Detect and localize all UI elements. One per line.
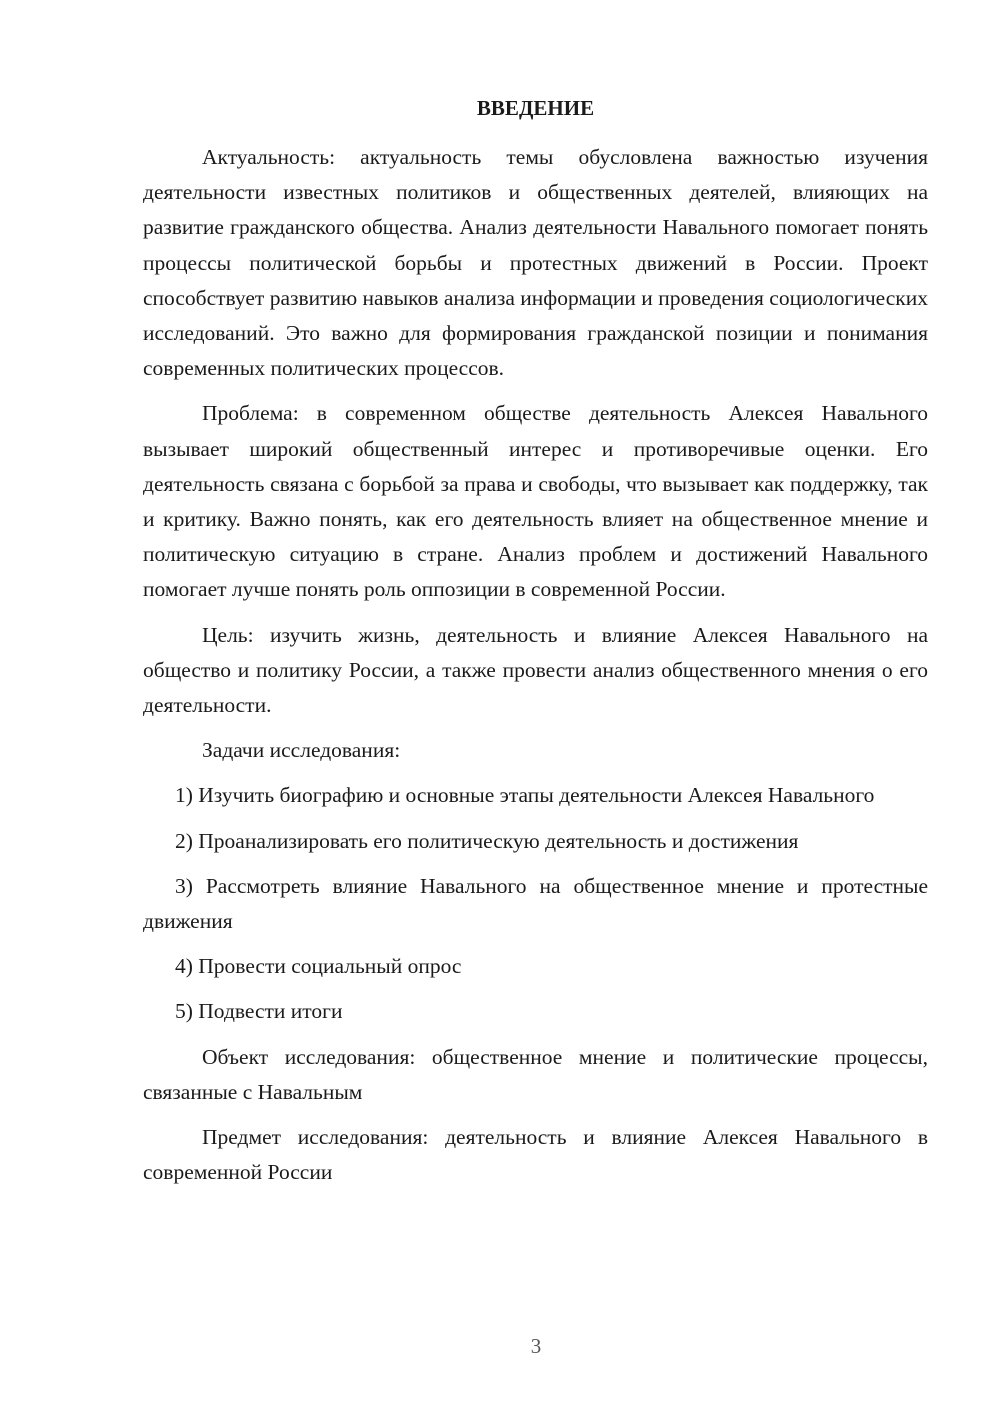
document-page bbox=[143, 92, 928, 1200]
subject-paragraph: Предмет исследования: деятельность и влияние Алексея Навального в современной России bbox=[143, 1125, 928, 1185]
task-item-5: 5) Подвести итоги bbox=[175, 999, 343, 1024]
problem-paragraph: Проблема: в современном обществе деятельность Алексея Навального вызывает широкий общественный интерес и противоречивые оценки. Его деятельность связана с борьбой за права и свободы, что вызывает как поддержку, так и критику. Важно понять, как его деятельность влияет на общественное мнение и политическую ситуацию в стране. Анализ проблем и достижений Навального помогает лучше понять роль оппозиции в современной России. bbox=[143, 401, 928, 602]
task-item-1: 1) Изучить биографию и основные этапы деятельности Алексея Навального bbox=[175, 783, 875, 808]
object-paragraph: Объект исследования: общественное мнение и политические процессы, связанные с Навальным bbox=[143, 1044, 928, 1104]
section-heading: ВВЕДЕНИЕ bbox=[476, 96, 595, 120]
task-item-3: 3) Рассмотреть влияние Навального на общественное мнение и протестные движения bbox=[143, 873, 928, 934]
page-number: 3 bbox=[530, 1334, 542, 1358]
task-item-2: 2) Проанализировать его политическую деятельность и достижения bbox=[175, 828, 799, 853]
relevance-paragraph: Актуальность: актуальность темы обусловлена важностью изучения деятельности известных политиков и общественных деятелей, влияющих на развитие гражданского общества. Анализ деятельности Навального помогает понять процессы политической борьбы и протестных движений в России. Проект способствует развитию навыков анализа информации и проведения социологических исследований. Это важно для формирования гражданской позиции и понимания современных политических процессов. bbox=[143, 145, 928, 381]
tasks-title: Задачи исследования: bbox=[202, 738, 401, 763]
goal-paragraph: Цель: изучить жизнь, деятельность и влияние Алексея Навального на общество и политику России, а также провести анализ общественного мнения о его деятельности. bbox=[143, 622, 928, 718]
task-item-4: 4) Провести социальный опрос bbox=[175, 954, 462, 979]
